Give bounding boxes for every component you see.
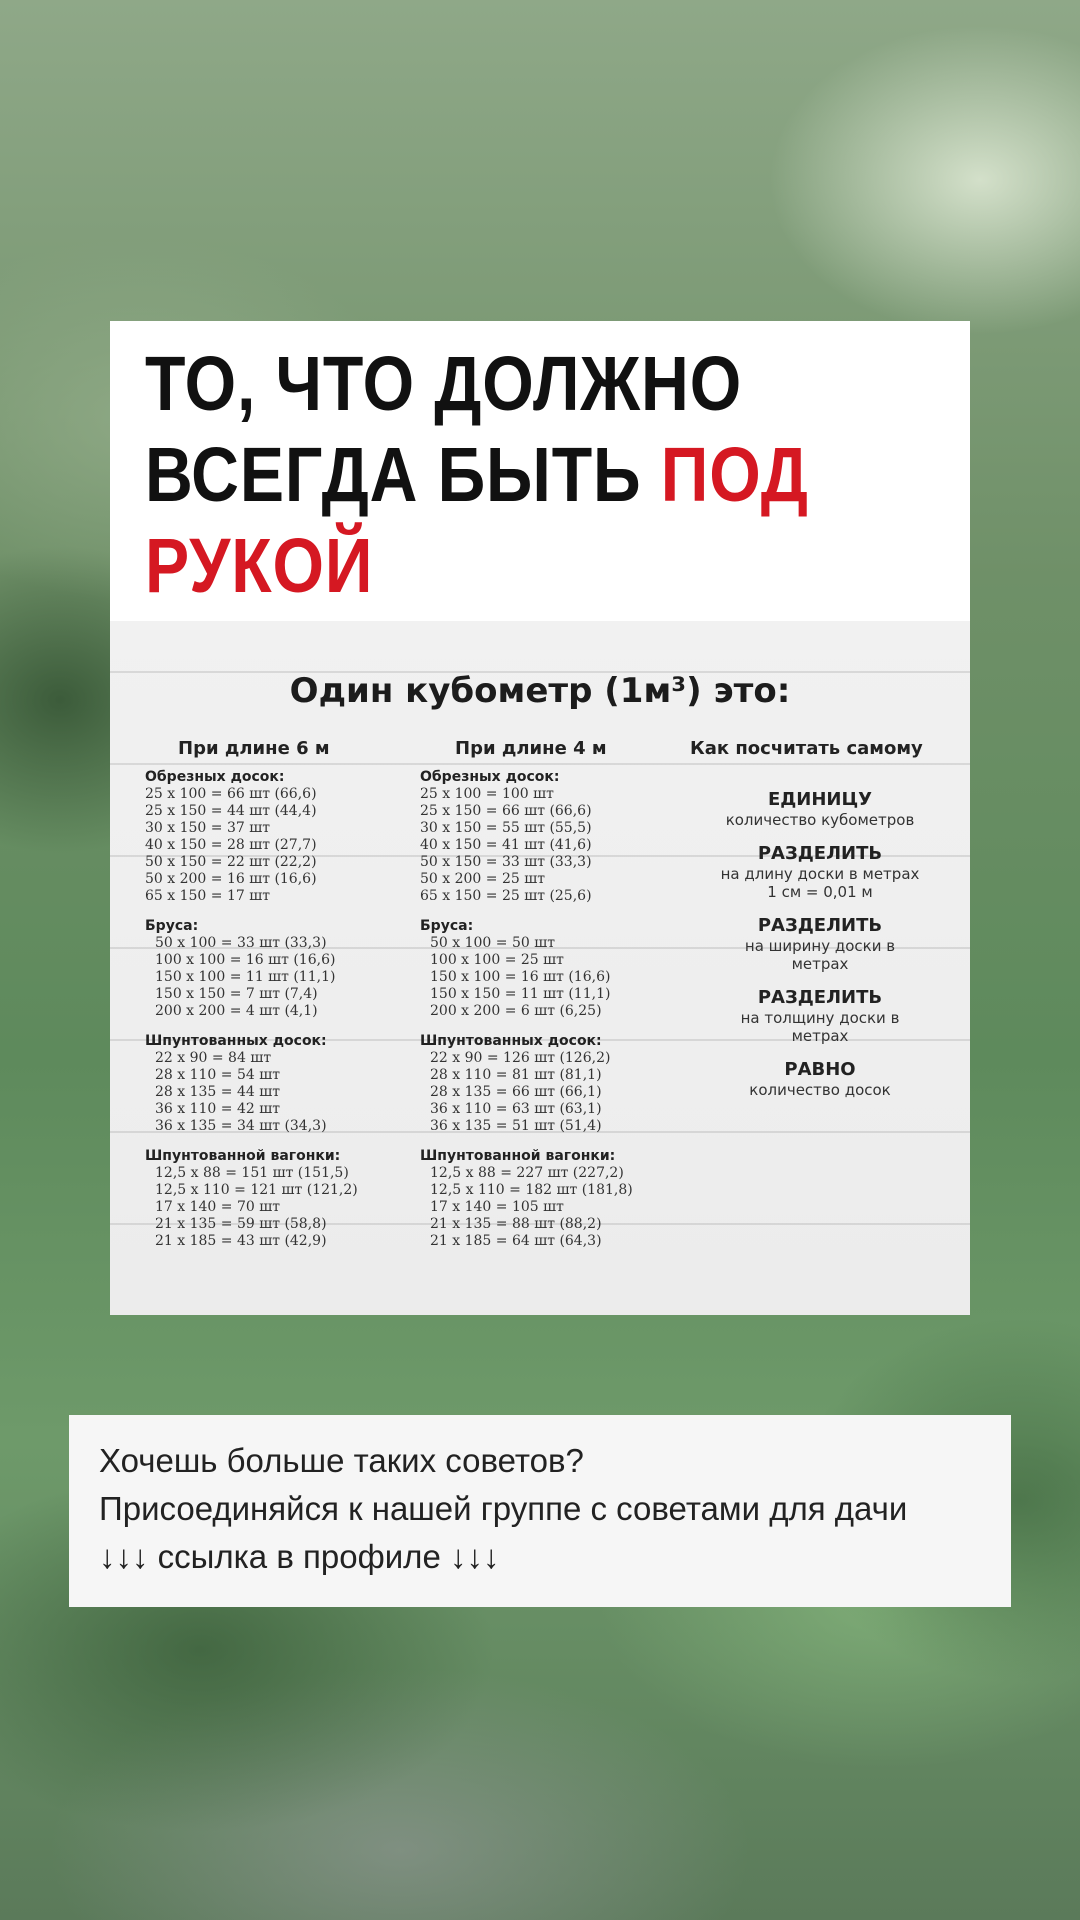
material-group — [420, 1033, 680, 1135]
quantity-line: 21 x 135 = 59 шт (58,8) — [155, 1216, 327, 1232]
caption-box — [69, 1415, 1011, 1607]
quantity-line: 22 x 90 = 126 шт (126,2) — [430, 1050, 611, 1066]
quantity-line: 150 x 100 = 11 шт (11,1) — [155, 969, 336, 985]
headline-line-2-black: ВСЕГДА БЫТЬ — [145, 432, 661, 518]
quantity-line: 25 x 100 = 66 шт (66,6) — [145, 786, 317, 802]
quantity-line: 150 x 150 = 7 шт (7,4) — [155, 986, 318, 1002]
group-title: Обрезных досок: — [145, 769, 285, 785]
quantity-line: 12,5 x 110 = 121 шт (121,2) — [155, 1182, 358, 1198]
how-to-step — [685, 789, 955, 829]
how-to-step — [685, 987, 955, 1045]
quantity-line: 36 x 110 = 63 шт (63,1) — [430, 1101, 602, 1117]
headline — [145, 339, 833, 612]
column-heading-6m: При длине 6 м — [178, 738, 330, 759]
quantity-line: 100 x 100 = 25 шт — [430, 952, 564, 968]
step-text: на длину доски в метрах — [720, 865, 920, 883]
group-title: Бруса: — [145, 918, 199, 934]
quantity-line: 17 x 140 = 105 шт — [430, 1199, 564, 1215]
quantity-line: 50 x 200 = 16 шт (16,6) — [145, 871, 317, 887]
group-title: Шпунтованных досок: — [420, 1033, 602, 1049]
column-heading-how-to: Как посчитать самому — [690, 738, 923, 759]
column-heading-4m: При длине 4 м — [455, 738, 607, 759]
quantity-line: 36 x 135 = 51 шт (51,4) — [430, 1118, 602, 1134]
step-text: количество кубометров — [725, 811, 915, 829]
group-title: Бруса: — [420, 918, 474, 934]
step-title: ЕДИНИЦУ — [767, 789, 873, 810]
headline-line-2-red: ПОД — [660, 432, 809, 518]
material-group — [145, 769, 405, 905]
step-text: количество досок — [749, 1081, 891, 1099]
group-title: Шпунтованной вагонки: — [420, 1148, 616, 1164]
quantity-line: 28 x 135 = 66 шт (66,1) — [430, 1084, 602, 1100]
quantity-line: 30 x 150 = 55 шт (55,5) — [420, 820, 592, 836]
quantity-line: 25 x 100 = 100 шт — [420, 786, 554, 802]
material-group — [420, 769, 680, 905]
headline-line-1: ТО, ЧТО ДОЛЖНО — [145, 341, 743, 427]
quantity-line: 36 x 110 = 42 шт — [155, 1101, 280, 1117]
headline-line-3: РУКОЙ — [145, 523, 374, 609]
quantity-line: 25 x 150 = 66 шт (66,6) — [420, 803, 592, 819]
quantity-line: 21 x 185 = 64 шт (64,3) — [430, 1233, 602, 1249]
how-to-step — [685, 915, 955, 973]
step-title: РАЗДЕЛИТЬ — [757, 843, 883, 864]
quantity-line: 50 x 100 = 33 шт (33,3) — [155, 935, 327, 951]
quantity-line: 28 x 135 = 44 шт — [155, 1084, 280, 1100]
quantity-line: 12,5 x 110 = 182 шт (181,8) — [430, 1182, 633, 1198]
step-title: РАВНО — [784, 1059, 856, 1080]
quantity-line: 50 x 150 = 33 шт (33,3) — [420, 854, 592, 870]
quantity-line: 12,5 x 88 = 151 шт (151,5) — [155, 1165, 349, 1181]
quantity-line: 200 x 200 = 6 шт (6,25) — [430, 1003, 602, 1019]
quantity-line: 65 x 150 = 25 шт (25,6) — [420, 888, 592, 904]
step-title: РАЗДЕЛИТЬ — [757, 915, 883, 936]
step-text: на толщину доски в — [740, 1009, 900, 1027]
group-title: Шпунтованных досок: — [145, 1033, 327, 1049]
how-to-step — [685, 1059, 955, 1099]
material-group — [145, 918, 405, 1020]
caption-line-1: Хочешь больше таких советов? — [99, 1442, 584, 1479]
group-title: Обрезных досок: — [420, 769, 560, 785]
column-4m — [420, 769, 680, 1263]
step-text: на ширину доски в — [744, 937, 896, 955]
quantity-line: 50 x 200 = 25 шт — [420, 871, 545, 887]
quantity-line: 21 x 135 = 88 шт (88,2) — [430, 1216, 602, 1232]
quantity-line: 50 x 100 = 50 шт — [430, 935, 555, 951]
infographic-poster — [110, 321, 970, 1315]
subtitle: Один кубометр (1м³) это: — [289, 671, 791, 711]
quantity-line: 65 x 150 = 17 шт — [145, 888, 270, 904]
quantity-line: 100 x 100 = 16 шт (16,6) — [155, 952, 336, 968]
column-6m — [145, 769, 405, 1263]
quantity-line: 28 x 110 = 54 шт — [155, 1067, 280, 1083]
how-to-step — [685, 843, 955, 901]
material-group — [420, 1148, 680, 1250]
group-title: Шпунтованной вагонки: — [145, 1148, 341, 1164]
quantity-line: 150 x 150 = 11 шт (11,1) — [430, 986, 611, 1002]
step-text: метрах — [791, 1027, 849, 1045]
quantity-line: 40 x 150 = 41 шт (41,6) — [420, 837, 592, 853]
caption-line-3: ↓↓↓ ссылка в профиле ↓↓↓ — [99, 1538, 500, 1575]
quantity-line: 25 x 150 = 44 шт (44,4) — [145, 803, 317, 819]
quantity-line: 21 x 185 = 43 шт (42,9) — [155, 1233, 327, 1249]
step-title: РАЗДЕЛИТЬ — [757, 987, 883, 1008]
quantity-line: 50 x 150 = 22 шт (22,2) — [145, 854, 317, 870]
step-text: 1 см = 0,01 м — [767, 883, 873, 901]
how-to-steps — [685, 769, 955, 1113]
material-group — [145, 1033, 405, 1135]
quantity-line: 12,5 x 88 = 227 шт (227,2) — [430, 1165, 624, 1181]
quantity-line: 40 x 150 = 28 шт (27,7) — [145, 837, 317, 853]
caption-line-2: Присоединяйся к нашей группе с советами для дачи — [99, 1490, 908, 1527]
material-group — [145, 1148, 405, 1250]
quantity-line: 17 x 140 = 70 шт — [155, 1199, 280, 1215]
quantity-line: 22 x 90 = 84 шт — [155, 1050, 272, 1066]
quantity-line: 200 x 200 = 4 шт (4,1) — [155, 1003, 318, 1019]
quantity-line: 28 x 110 = 81 шт (81,1) — [430, 1067, 602, 1083]
material-group — [420, 918, 680, 1020]
headline-line-2 — [145, 430, 833, 521]
quantity-line: 150 x 100 = 16 шт (16,6) — [430, 969, 611, 985]
wood-board-background — [110, 621, 970, 1315]
step-text: метрах — [791, 955, 849, 973]
quantity-line: 30 x 150 = 37 шт — [145, 820, 270, 836]
quantity-line: 36 x 135 = 34 шт (34,3) — [155, 1118, 327, 1134]
